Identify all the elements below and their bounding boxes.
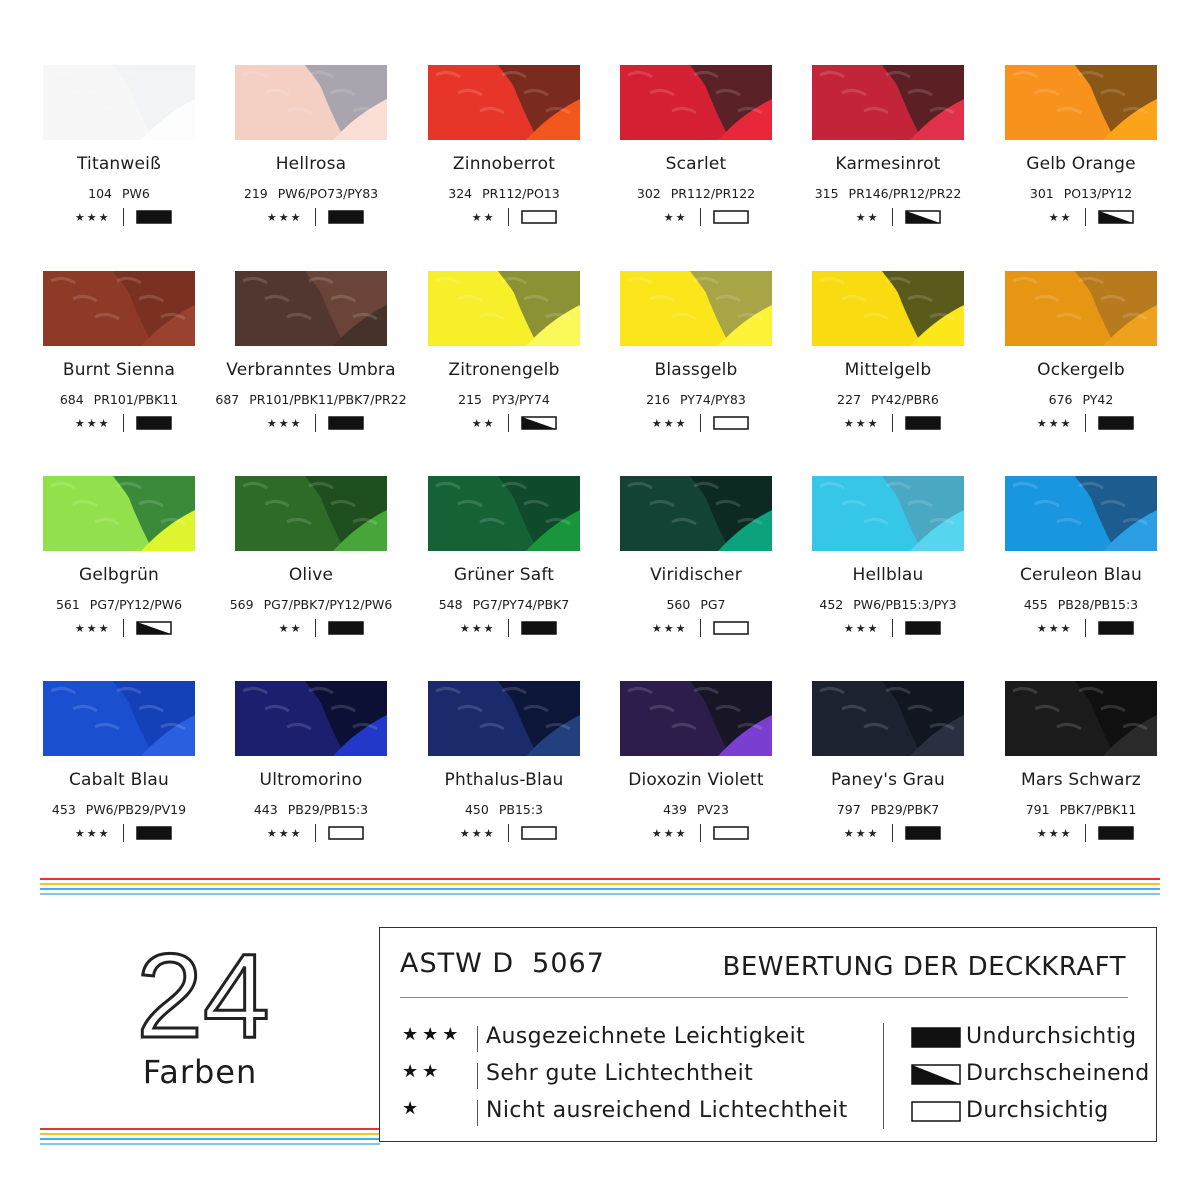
paint-number: 315 (814, 186, 839, 201)
stripe-line (40, 1133, 380, 1135)
paint-code (408, 186, 600, 201)
paint-rating (600, 822, 792, 844)
rating-divider (315, 414, 316, 432)
lightfastness-stars: ★★★ (843, 416, 880, 430)
paint-name: Gelbgrün (78, 565, 160, 585)
stripe-line (40, 893, 1160, 895)
paint-swatch (235, 681, 387, 756)
legend-separator (477, 1063, 478, 1089)
paint-number: 104 (88, 186, 112, 201)
legend-stars: ★★ (402, 1061, 443, 1082)
paint-number: 560 (666, 597, 691, 612)
paint-pigments: PG7/PBK7/PY12/PW6 (263, 597, 393, 612)
paint-code (408, 597, 600, 612)
paint-number: 797 (836, 802, 861, 817)
paint-swatch (428, 681, 580, 756)
paint-pigments: PG7/PY74/PBK7 (472, 597, 570, 612)
rating-divider (123, 824, 124, 842)
paint-name: Burnt Sienna (62, 360, 176, 380)
rating-divider (892, 824, 893, 842)
rating-divider (315, 208, 316, 226)
rating-divider (700, 619, 701, 637)
paint-number: 215 (458, 392, 482, 407)
paint-code (985, 597, 1177, 612)
opaque-icon (328, 621, 364, 635)
legend-row (380, 1061, 1158, 1091)
paint-rating (408, 617, 600, 639)
paint-name: Viridischer (650, 565, 742, 585)
paint-pigments: PB29/PBK7 (870, 802, 940, 817)
paint-swatch (1005, 476, 1157, 551)
paint-code (215, 802, 407, 817)
rating-divider (508, 208, 509, 226)
rating-divider (700, 824, 701, 842)
paint-card (408, 476, 600, 666)
rating-divider (892, 208, 893, 226)
legend-divider (400, 997, 1128, 998)
paint-card (792, 65, 984, 255)
lightfastness-stars: ★★★ (1036, 621, 1073, 635)
paint-card (23, 476, 215, 666)
semi-transparent-icon (1098, 210, 1134, 224)
rating-divider (1085, 619, 1086, 637)
paint-card (23, 681, 215, 871)
paint-number: 227 (837, 392, 862, 407)
paint-swatch (812, 65, 964, 140)
semi-transparent-icon (136, 621, 172, 635)
paint-rating (985, 206, 1177, 228)
paint-name: Mittelgelb (844, 360, 932, 380)
lightfastness-stars: ★★★ (74, 210, 111, 224)
paint-code (23, 802, 215, 817)
opaque-icon (136, 210, 172, 224)
lightfastness-stars: ★★ (278, 621, 303, 635)
paint-swatch (812, 271, 964, 346)
paint-card (985, 681, 1177, 871)
legend-row (380, 1024, 1158, 1054)
paint-name: Gelb Orange (1026, 154, 1136, 174)
paint-name: Hellrosa (275, 154, 347, 174)
paint-swatch (43, 271, 195, 346)
paint-swatch (235, 65, 387, 140)
lightfastness-stars: ★★★ (266, 416, 303, 430)
paint-name: Verbranntes Umbra (226, 360, 396, 380)
opaque-icon (905, 416, 941, 430)
paint-pigments: PB15:3 (498, 802, 544, 817)
lightfastness-stars: ★★ (471, 416, 496, 430)
paint-rating (985, 617, 1177, 639)
rating-divider (123, 619, 124, 637)
paint-pigments: PV23 (696, 802, 729, 817)
paint-pigments: PG7/PY12/PW6 (89, 597, 183, 612)
paint-card (215, 271, 407, 461)
legend-stars: ★★★ (402, 1024, 463, 1045)
paint-name: Paney's Grau (831, 770, 945, 790)
paint-rating (600, 412, 792, 434)
transparent-icon (521, 826, 557, 840)
paint-code (408, 392, 600, 407)
rating-divider (1085, 208, 1086, 226)
opacity-label: Durchsichtig (966, 1098, 1109, 1123)
transparent-icon (328, 826, 364, 840)
paint-pigments: PW6/PB29/PV19 (85, 802, 187, 817)
rating-divider (123, 208, 124, 226)
legend-stars: ★ (402, 1098, 423, 1119)
paint-swatch (235, 476, 387, 551)
paint-rating (23, 822, 215, 844)
paint-number: 443 (253, 802, 278, 817)
paint-pigments: PR101/PBK11/PBK7/PR22 (249, 392, 407, 407)
stripe-line (40, 883, 1160, 885)
lightfastness-stars: ★★★ (651, 416, 688, 430)
paint-card (600, 65, 792, 255)
stripes-top (40, 878, 1160, 898)
paint-pigments: PY42/PBR6 (871, 392, 939, 407)
rating-divider (1085, 824, 1086, 842)
paint-code (792, 392, 984, 407)
paint-card (215, 65, 407, 255)
lightfastness-stars: ★★★ (843, 826, 880, 840)
paint-swatch (428, 65, 580, 140)
paint-name: Dioxozin Violett (628, 770, 764, 790)
lightfastness-stars: ★★★ (651, 621, 688, 635)
paint-card (792, 271, 984, 461)
stripe-line (40, 888, 1160, 890)
count-number (133, 945, 273, 1050)
legend-separator (477, 1026, 478, 1052)
paint-swatch (620, 681, 772, 756)
lightfastness-stars: ★★★ (459, 826, 496, 840)
legend-row (380, 1098, 1158, 1128)
paint-swatch (428, 476, 580, 551)
paint-name: Mars Schwarz (1021, 770, 1141, 790)
lightfastness-stars: ★★ (855, 210, 880, 224)
paint-code (215, 392, 407, 407)
lightfastness-stars: ★★★ (1036, 416, 1073, 430)
paint-code (985, 186, 1177, 201)
stripes-bottom (40, 1128, 380, 1148)
transparent-icon (713, 621, 749, 635)
paint-number: 455 (1023, 597, 1048, 612)
paint-swatch (1005, 65, 1157, 140)
opaque-icon (911, 1027, 961, 1052)
semi-transparent-icon (911, 1064, 961, 1089)
paint-rating (215, 412, 407, 434)
paint-card (600, 476, 792, 666)
paint-number: 216 (646, 392, 671, 407)
paint-code (985, 802, 1177, 817)
paint-rating (408, 412, 600, 434)
paint-number: 450 (464, 802, 489, 817)
paint-swatch (43, 476, 195, 551)
paint-swatch (812, 681, 964, 756)
opaque-icon (1098, 621, 1134, 635)
paint-number: 301 (1029, 186, 1054, 201)
rating-divider (892, 414, 893, 432)
legend-separator (477, 1100, 478, 1126)
paint-swatch (1005, 271, 1157, 346)
paint-code (215, 186, 407, 201)
paint-code (23, 597, 215, 612)
paint-swatch (43, 65, 195, 140)
paint-name: Zitronengelb (448, 360, 560, 380)
paint-number: 452 (819, 597, 844, 612)
semi-transparent-icon (905, 210, 941, 224)
paint-swatch (620, 271, 772, 346)
paint-rating (215, 206, 407, 228)
paint-card (23, 271, 215, 461)
paint-code (600, 597, 792, 612)
opacity-label: Undurchsichtig (966, 1024, 1137, 1049)
rating-divider (123, 414, 124, 432)
paint-code (985, 392, 1177, 407)
rating-divider (892, 619, 893, 637)
paint-rating (600, 206, 792, 228)
paint-rating (23, 206, 215, 228)
paint-pigments: PBK7/PBK11 (1059, 802, 1137, 817)
lightfastness-stars: ★★★ (74, 826, 111, 840)
opaque-icon (905, 621, 941, 635)
paint-rating (792, 617, 984, 639)
paint-number: 561 (55, 597, 80, 612)
paint-swatch (620, 65, 772, 140)
paint-rating (23, 617, 215, 639)
paint-number: 548 (438, 597, 463, 612)
paint-pigments: PR101/PBK11 (93, 392, 179, 407)
stripe-line (40, 1138, 380, 1140)
paint-number: 219 (243, 186, 268, 201)
paint-rating (600, 617, 792, 639)
lightfastness-stars: ★★★ (651, 826, 688, 840)
paint-name: Cabalt Blau (68, 770, 170, 790)
paint-code (600, 802, 792, 817)
paint-card (600, 681, 792, 871)
lightfastness-stars: ★★ (471, 210, 496, 224)
paint-card (408, 65, 600, 255)
lightfastness-stars: ★★★ (1036, 826, 1073, 840)
opaque-icon (328, 416, 364, 430)
paint-swatch (428, 271, 580, 346)
paint-number: 791 (1025, 802, 1050, 817)
paint-pigments: PY42 (1082, 392, 1114, 407)
paint-number: 684 (59, 392, 84, 407)
lightfastness-stars: ★★★ (74, 416, 111, 430)
paint-swatch (620, 476, 772, 551)
paint-pigments: PW6/PO73/PY83 (277, 186, 379, 201)
paint-rating (215, 617, 407, 639)
lightfastness-stars: ★★★ (843, 621, 880, 635)
stripe-line (40, 878, 1160, 880)
paint-code (600, 186, 792, 201)
paint-rating (792, 822, 984, 844)
paint-pigments: PO13/PY12 (1063, 186, 1133, 201)
svg-text:24: 24 (136, 945, 270, 1050)
rating-divider (508, 824, 509, 842)
lightfastness-stars: ★★★ (459, 621, 496, 635)
legend-box (379, 927, 1157, 1142)
paint-card (600, 271, 792, 461)
paint-number: 324 (448, 186, 473, 201)
lightfastness-stars: ★★★ (266, 826, 303, 840)
opacity-label: Durchscheinend (966, 1061, 1150, 1086)
paint-rating (23, 412, 215, 434)
paint-name: Ultromorino (259, 770, 363, 790)
rating-divider (700, 414, 701, 432)
rating-divider (508, 414, 509, 432)
paint-pigments: PG7 (700, 597, 726, 612)
paint-name: Karmesinrot (835, 154, 941, 174)
opaque-icon (136, 416, 172, 430)
paint-card (792, 681, 984, 871)
paint-card (408, 681, 600, 871)
paint-number: 302 (636, 186, 661, 201)
paint-card (215, 476, 407, 666)
paint-card (23, 65, 215, 255)
opaque-icon (521, 621, 557, 635)
transparent-icon (521, 210, 557, 224)
opaque-icon (136, 826, 172, 840)
lightfastness-stars: ★★ (663, 210, 688, 224)
paint-rating (985, 822, 1177, 844)
paint-card (792, 476, 984, 666)
paint-rating (408, 206, 600, 228)
paint-code (23, 186, 215, 201)
paint-pigments: PW6/PB15:3/PY3 (853, 597, 957, 612)
paint-code (792, 802, 984, 817)
paint-swatch (235, 271, 387, 346)
paint-code (215, 597, 407, 612)
paint-swatch (43, 681, 195, 756)
paint-card (408, 271, 600, 461)
opaque-icon (1098, 826, 1134, 840)
opaque-icon (905, 826, 941, 840)
paint-pigments: PR146/PR12/PR22 (848, 186, 962, 201)
opaque-icon (328, 210, 364, 224)
paint-card (215, 681, 407, 871)
paint-pigments: PB29/PB15:3 (287, 802, 369, 817)
transparent-icon (911, 1101, 961, 1126)
lightfastness-stars: ★★ (1048, 210, 1073, 224)
paint-name: Zinnoberrot (452, 154, 556, 174)
transparent-icon (713, 826, 749, 840)
semi-transparent-icon (521, 416, 557, 430)
paint-code (408, 802, 600, 817)
transparent-icon (713, 210, 749, 224)
paint-code (792, 186, 984, 201)
stripe-line (40, 1143, 380, 1145)
paint-pigments: PW6 (122, 186, 150, 201)
rating-divider (315, 619, 316, 637)
paint-rating (985, 412, 1177, 434)
rating-divider (700, 208, 701, 226)
opaque-icon (1098, 416, 1134, 430)
paint-name: Titanweiß (76, 154, 162, 174)
lightfastness-stars: ★★★ (266, 210, 303, 224)
lightfastness-label: Sehr gute Lichtechtheit (486, 1061, 754, 1086)
paint-swatch (812, 476, 964, 551)
paint-code (792, 597, 984, 612)
paint-card (985, 65, 1177, 255)
count-label: Farben (142, 1053, 258, 1091)
paint-number: 687 (215, 392, 240, 407)
paint-code (600, 392, 792, 407)
paint-rating (215, 822, 407, 844)
paint-pigments: PR112/PO13 (482, 186, 560, 201)
lightfastness-stars: ★★★ (74, 621, 111, 635)
paint-pigments: PR112/PR122 (670, 186, 756, 201)
standard-code: ASTW D 5067 (400, 948, 605, 979)
paint-rating (408, 822, 600, 844)
paint-number: 453 (51, 802, 76, 817)
paint-swatch (1005, 681, 1157, 756)
rating-divider (508, 619, 509, 637)
paint-number: 569 (229, 597, 254, 612)
paint-pigments: PB28/PB15:3 (1057, 597, 1139, 612)
paint-name: Blassgelb (654, 360, 738, 380)
rating-divider (315, 824, 316, 842)
paint-name: Scarlet (665, 154, 727, 174)
lightfastness-label: Nicht ausreichend Lichtechtheit (486, 1098, 848, 1123)
paint-rating (792, 206, 984, 228)
stripe-line (40, 1128, 380, 1130)
paint-name: Olive (288, 565, 334, 585)
paint-name: Hellblau (852, 565, 924, 585)
legend-heading: BEWERTUNG DER DECKKRAFT (722, 952, 1126, 982)
paint-number: 439 (663, 802, 687, 817)
lightfastness-label: Ausgezeichnete Leichtigkeit (486, 1024, 806, 1049)
paint-pigments: PY74/PY83 (680, 392, 746, 407)
paint-pigments: PY3/PY74 (491, 392, 550, 407)
paint-name: Ceruleon Blau (1019, 565, 1143, 585)
paint-card (985, 476, 1177, 666)
paint-name: Grüner Saft (453, 565, 555, 585)
paint-rating (792, 412, 984, 434)
rating-divider (1085, 414, 1086, 432)
paint-card (985, 271, 1177, 461)
paint-name: Ockergelb (1037, 360, 1125, 380)
paint-name: Phthalus-Blau (444, 770, 564, 790)
paint-code (23, 392, 215, 407)
transparent-icon (713, 416, 749, 430)
paint-number: 676 (1048, 392, 1073, 407)
